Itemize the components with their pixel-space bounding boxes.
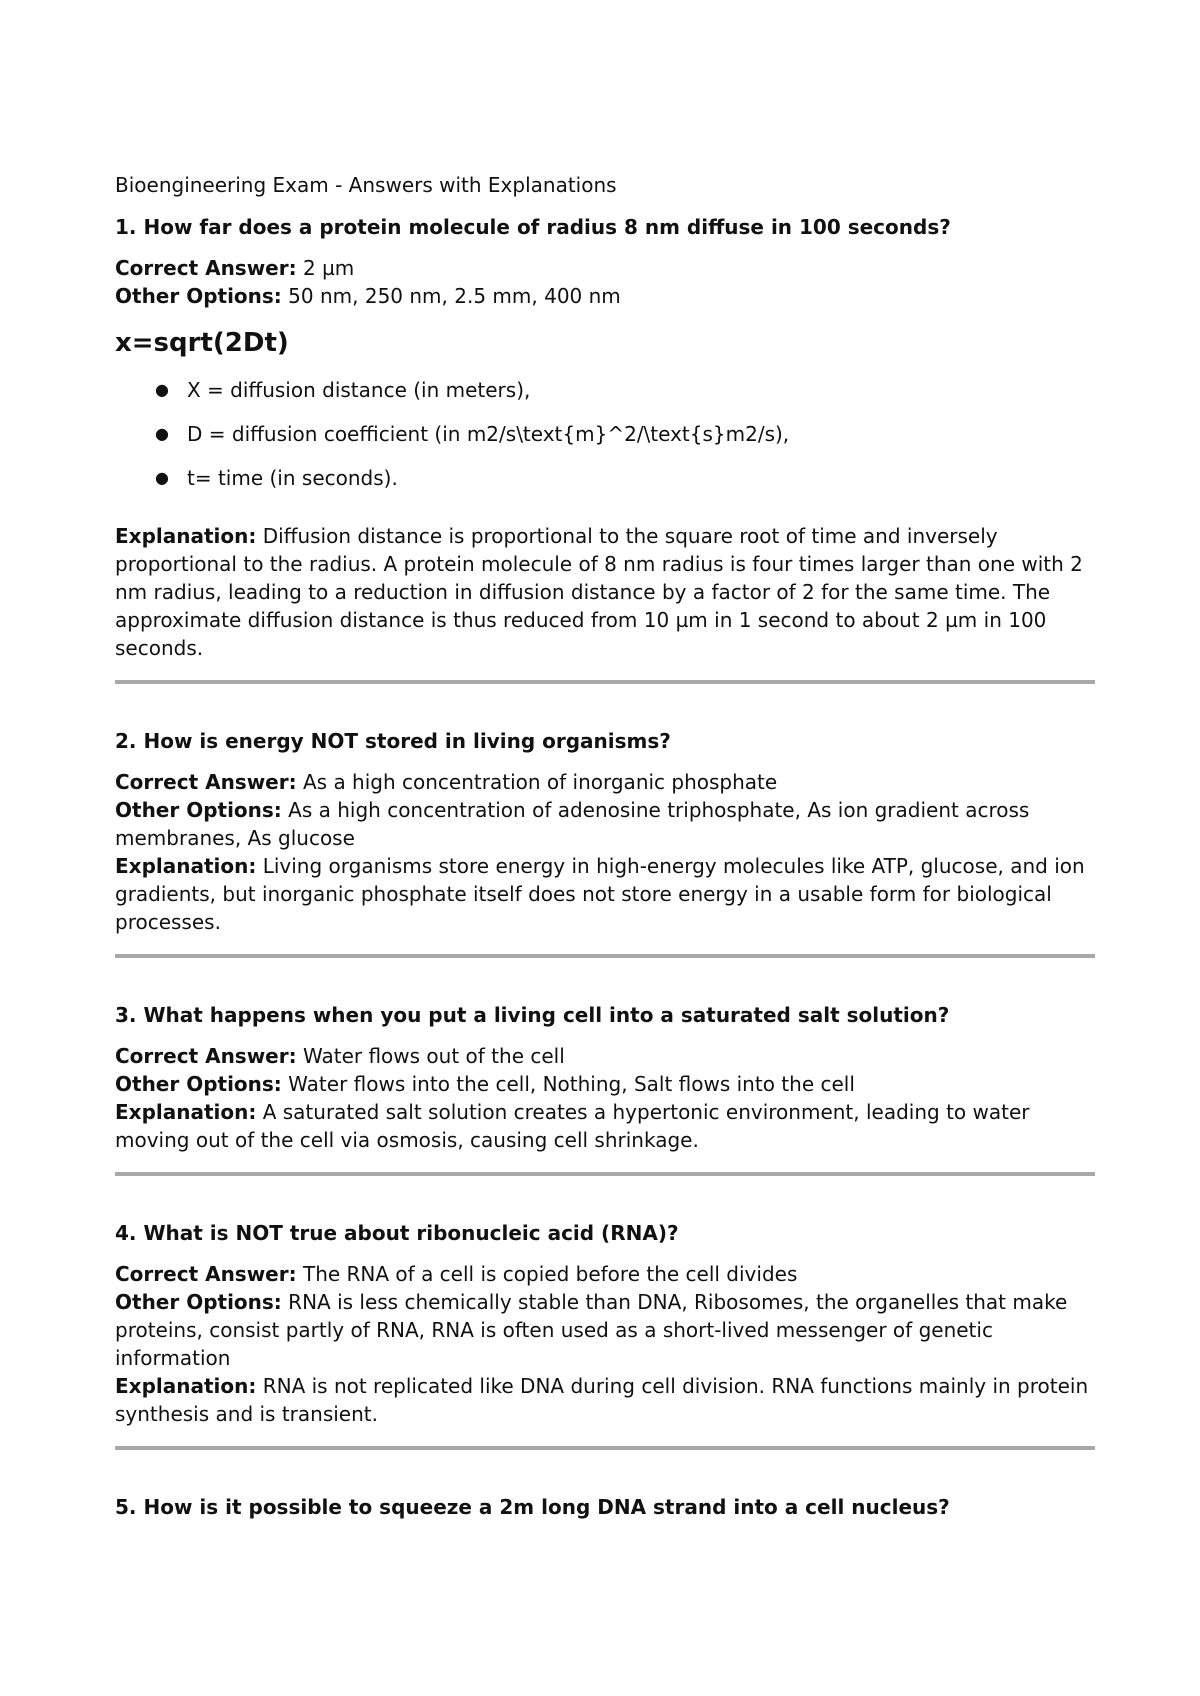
q2-explanation-text: Living organisms store energy in high-energy molecules like ATP, glucose, and ion gradients, but inorganic phosphate itself does not store energy in a usable form for biological processes.: [115, 854, 1085, 934]
other-options-label: Other Options:: [115, 284, 282, 308]
question-2: [115, 726, 1095, 936]
divider: [115, 1446, 1095, 1450]
question-2-text: 2. How is energy NOT stored in living organisms?: [115, 729, 671, 753]
q2-other-options: [115, 796, 1095, 852]
list-item: [115, 464, 1095, 492]
q1-correct-value: 2 µm: [296, 256, 355, 280]
other-options-label: Other Options:: [115, 1072, 282, 1096]
correct-answer-label: Correct Answer:: [115, 1262, 297, 1286]
q4-explanation-text: RNA is not replicated like DNA during cell division. RNA functions mainly in protein synthesis and is transient.: [115, 1374, 1089, 1426]
variable-t: t= time (in seconds).: [187, 466, 398, 490]
explanation-label: Explanation:: [115, 854, 257, 878]
document-page: [115, 170, 1095, 1534]
q4-correct-value: The RNA of a cell is copied before the cell divides: [296, 1262, 798, 1286]
q2-correct-answer: [115, 768, 1095, 796]
divider: [115, 1172, 1095, 1176]
correct-answer-label: Correct Answer:: [115, 770, 297, 794]
q3-correct-value: Water flows out of the cell: [296, 1044, 565, 1068]
q3-other-value: Water flows into the cell, Nothing, Salt flows into the cell: [281, 1072, 855, 1096]
q4-other-value: RNA is less chemically stable than DNA, Ribosomes, the organelles that make proteins, consist partly of RNA, RNA is often used as a short-lived messenger of genetic information: [115, 1290, 1068, 1370]
variable-x: X = diffusion distance (in meters),: [187, 378, 531, 402]
q1-formula: x=sqrt(2Dt): [115, 328, 289, 358]
question-3-text: 3. What happens when you put a living cell into a saturated salt solution?: [115, 1003, 950, 1027]
question-5-text: 5. How is it possible to squeeze a 2m long DNA strand into a cell nucleus?: [115, 1495, 950, 1519]
q1-explanation: [115, 522, 1095, 662]
q4-explanation: [115, 1372, 1095, 1428]
explanation-label: Explanation:: [115, 1100, 257, 1124]
q1-other-options: [115, 282, 1095, 310]
q1-correct-answer: [115, 254, 1095, 282]
correct-answer-label: Correct Answer:: [115, 256, 297, 280]
q1-other-value: 50 nm, 250 nm, 2.5 mm, 400 nm: [281, 284, 621, 308]
divider: [115, 954, 1095, 958]
bullet-icon: ●: [155, 380, 169, 399]
bullet-icon: ●: [155, 468, 169, 487]
list-item: [115, 376, 1095, 404]
list-item: [115, 420, 1095, 448]
question-1: [115, 212, 1095, 662]
bullet-icon: ●: [155, 424, 169, 443]
q3-explanation: [115, 1098, 1095, 1154]
question-4: [115, 1218, 1095, 1428]
divider: [115, 680, 1095, 684]
other-options-label: Other Options:: [115, 798, 282, 822]
question-3: [115, 1000, 1095, 1154]
question-1-text: 1. How far does a protein molecule of radius 8 nm diffuse in 100 seconds?: [115, 215, 951, 239]
question-4-text: 4. What is NOT true about ribonucleic acid (RNA)?: [115, 1221, 679, 1245]
document-title: Bioengineering Exam - Answers with Explanations: [115, 173, 617, 197]
q2-other-value: As a high concentration of adenosine triphosphate, As ion gradient across membranes, As glucose: [115, 798, 1030, 850]
q1-explanation-text: Diffusion distance is proportional to the square root of time and inversely proportional to the radius. A protein molecule of 8 nm radius is four times larger than one with 2 nm radius, leading to a reduction in diffusion distance by a factor of 2 for the same time. The approximate diffusion distance is thus reduced from 10 µm in 1 second to about 2 µm in 100 seconds.: [115, 524, 1083, 660]
q1-variable-list: [115, 376, 1095, 492]
q2-correct-value: As a high concentration of inorganic phosphate: [296, 770, 778, 794]
other-options-label: Other Options:: [115, 1290, 282, 1314]
explanation-label: Explanation:: [115, 1374, 257, 1398]
q4-correct-answer: [115, 1260, 1095, 1288]
q3-other-options: [115, 1070, 1095, 1098]
variable-d: D = diffusion coefficient (in m2/s\text{m}^2/\text{s}m2/s),: [187, 422, 790, 446]
question-5: [115, 1492, 1095, 1522]
q3-explanation-text: A saturated salt solution creates a hypertonic environment, leading to water moving out of the cell via osmosis, causing cell shrinkage.: [115, 1100, 1030, 1152]
explanation-label: Explanation:: [115, 524, 257, 548]
q3-correct-answer: [115, 1042, 1095, 1070]
correct-answer-label: Correct Answer:: [115, 1044, 297, 1068]
q4-other-options: [115, 1288, 1095, 1372]
q2-explanation: [115, 852, 1095, 936]
